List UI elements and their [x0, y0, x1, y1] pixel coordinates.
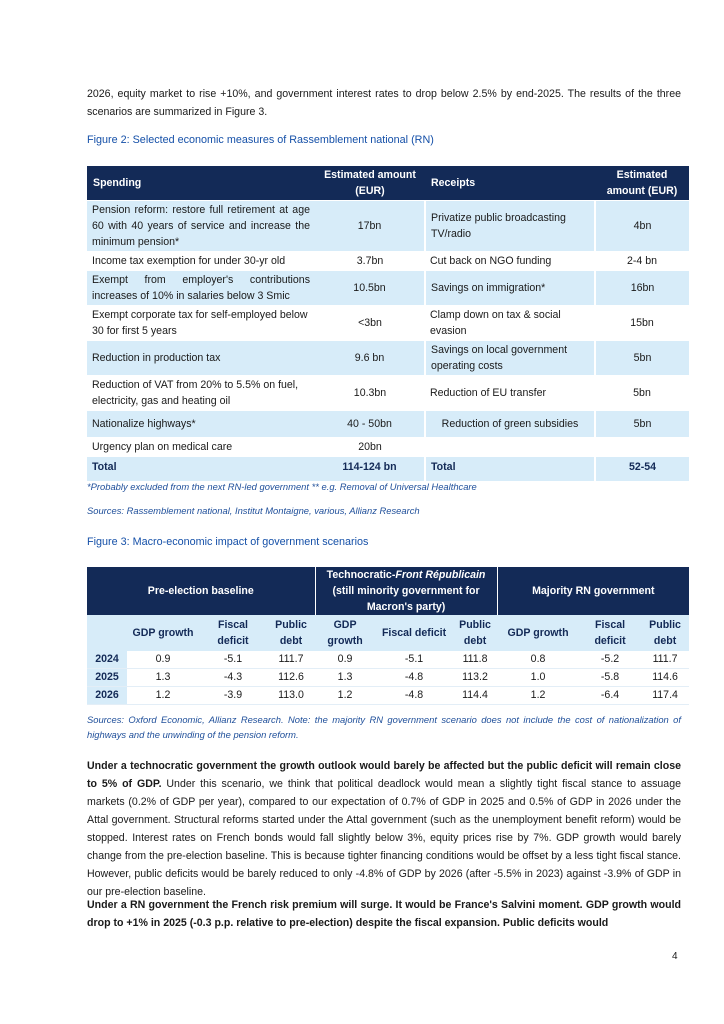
- value-cell: 1.0: [497, 669, 579, 687]
- figure3-subheader-row: [87, 615, 689, 651]
- table-row: [87, 669, 689, 687]
- amount-cell: 20bn: [315, 438, 425, 457]
- total-amount: 114-124 bn: [315, 457, 425, 482]
- value-cell: 117.4: [641, 687, 689, 705]
- year-cell: 2025: [87, 669, 127, 687]
- subheader: Fiscal deficit: [199, 615, 267, 651]
- figure3-table: [87, 567, 689, 705]
- value-cell: -3.9: [199, 687, 267, 705]
- receipt-cell: Clamp down on tax & social evasion: [425, 306, 595, 341]
- year-header: [87, 615, 127, 651]
- value-cell: 111.7: [267, 651, 315, 669]
- amount-cell: <3bn: [315, 306, 425, 341]
- amount-cell: 3.7bn: [315, 252, 425, 271]
- value-cell: 1.3: [315, 669, 375, 687]
- value-cell: 1.2: [127, 687, 199, 705]
- table-row: [87, 341, 689, 376]
- value-cell: 1.3: [127, 669, 199, 687]
- value-cell: -5.2: [579, 651, 641, 669]
- amount-cell: 10.5bn: [315, 271, 425, 306]
- receipt-amount-cell: 5bn: [595, 411, 689, 438]
- year-cell: 2026: [87, 687, 127, 705]
- amount-cell: 10.3bn: [315, 376, 425, 411]
- value-cell: 113.0: [267, 687, 315, 705]
- group-technocratic-prefix: Technocratic-: [326, 569, 396, 581]
- header-amount-receipts: Estimated amount (EUR): [595, 166, 689, 201]
- value-cell: 0.9: [315, 651, 375, 669]
- spending-cell: Urgency plan on medical care: [87, 438, 315, 457]
- receipt-cell: Savings on immigration*: [425, 271, 595, 306]
- value-cell: -5.1: [375, 651, 453, 669]
- paragraph-technocratic-lead: Under a technocratic government the growth outlook would barely be affected but the public deficit will remain close to 5% of GDP.: [87, 760, 681, 790]
- subheader: Fiscal deficit: [579, 615, 641, 651]
- spending-cell: Pension reform: restore full retirement at age 60 with 40 years of service and increase the minimum pension*: [87, 201, 315, 252]
- subheader: GDP growth: [315, 615, 375, 651]
- amount-cell: 9.6 bn: [315, 341, 425, 376]
- table-row: [87, 376, 689, 411]
- receipt-cell: Reduction of EU transfer: [425, 376, 595, 411]
- value-cell: 111.8: [453, 651, 497, 669]
- intro-paragraph: 2026, equity market to rise +10%, and government interest rates to drop below 2.5% by end-2025. The results of the three scenarios are summarized in Figure 3.: [87, 88, 681, 118]
- spending-cell: Nationalize highways*: [87, 411, 315, 438]
- table-row: [87, 438, 689, 457]
- table-row: [87, 252, 689, 271]
- value-cell: 113.2: [453, 669, 497, 687]
- receipt-cell: Savings on local government operating costs: [425, 341, 595, 376]
- value-cell: 0.8: [497, 651, 579, 669]
- group-technocratic-suffix: (still minority government for Macron's party): [332, 585, 480, 613]
- receipt-amount-cell: 16bn: [595, 271, 689, 306]
- value-cell: 1.2: [315, 687, 375, 705]
- group-technocratic: [315, 567, 497, 615]
- table-row: [87, 411, 689, 438]
- paragraph-rn-lead: Under a RN government the French risk premium will surge. It would be France's Salvini moment. GDP growth would drop to +1% in 2025 (-0.3 p.p. relative to pre-election) despite the fiscal expansion. Public deficits would: [87, 899, 681, 929]
- table-row: [87, 651, 689, 669]
- value-cell: -4.8: [375, 687, 453, 705]
- receipt-amount-cell: 15bn: [595, 306, 689, 341]
- table-row: [87, 201, 689, 252]
- spending-cell: Reduction of VAT from 20% to 5.5% on fuel, electricity, gas and heating oil: [87, 376, 315, 411]
- paragraph-rn: [87, 896, 681, 932]
- value-cell: -4.3: [199, 669, 267, 687]
- receipt-cell: Privatize public broadcasting TV/radio: [425, 201, 595, 252]
- table-row: [87, 687, 689, 705]
- figure2-table: [87, 166, 689, 481]
- header-spending: Spending: [87, 166, 315, 201]
- value-cell: 114.6: [641, 669, 689, 687]
- figure2-sources: Sources: Rassemblement national, Institut Montaigne, various, Allianz Research: [87, 505, 420, 516]
- value-cell: -4.8: [375, 669, 453, 687]
- subheader: Public debt: [641, 615, 689, 651]
- figure2-footnote: *Probably excluded from the next RN-led government ** e.g. Removal of Universal Healthcare: [87, 481, 477, 492]
- amount-cell: 17bn: [315, 201, 425, 252]
- figure2-title: Figure 2: Selected economic measures of Rassemblement national (RN): [87, 134, 434, 146]
- year-cell: 2024: [87, 651, 127, 669]
- group-technocratic-italic: Front Républicain: [395, 569, 486, 581]
- total-receipt-amount: 52-54: [595, 457, 689, 482]
- receipt-amount-cell: 4bn: [595, 201, 689, 252]
- figure3-group-row: [87, 567, 689, 615]
- receipt-cell: [425, 438, 595, 457]
- spending-cell: Reduction in production tax: [87, 341, 315, 376]
- subheader: Fiscal deficit: [375, 615, 453, 651]
- paragraph-technocratic: [87, 757, 681, 901]
- page-number: 4: [672, 951, 678, 962]
- header-receipts: Receipts: [425, 166, 595, 201]
- spending-cell: Exempt from employer's contributions increases of 10% in salaries below 3 Smic: [87, 271, 315, 306]
- figure3-sources: Sources: Oxford Economic, Allianz Research. Note: the majority RN government scenario does not include the cost of nationalization of highways and the unwinding of the pension reform.: [87, 714, 681, 740]
- figure3-title: Figure 3: Macro-economic impact of government scenarios: [87, 536, 369, 548]
- receipt-amount-cell: [595, 438, 689, 457]
- subheader: GDP growth: [497, 615, 579, 651]
- value-cell: -5.8: [579, 669, 641, 687]
- total-receipt-label: Total: [425, 457, 595, 482]
- subheader: Public debt: [453, 615, 497, 651]
- value-cell: -5.1: [199, 651, 267, 669]
- value-cell: 114.4: [453, 687, 497, 705]
- figure2-header-row: [87, 166, 689, 201]
- paragraph-technocratic-body: Under this scenario, we think that political deadlock would mean a slightly tight fiscal stance to assuage markets (0.2% of GDP per year), compared to our expectation of 0.7% of GDP in 2025 and 0.5% of GDP in 2026 under the Attal government. Structural reforms started under the Attal government (such as the unemployment benefit reform) would be stopped. Interest rates on French bonds would fall slightly below 3%, equity prices rise by 7%. GDP growth would barely change from the pre-election baseline. This is because tighter financing conditions would be offset by a less tight fiscal stance. However, public deficits would be barely reduced to only -4.8% of GDP by 2026 (after -5.5% in 2023) against -3.9% of GDP in our pre-election baseline.: [87, 778, 681, 898]
- receipt-cell: Cut back on NGO funding: [425, 252, 595, 271]
- spending-cell: Income tax exemption for under 30-yr old: [87, 252, 315, 271]
- total-label: Total: [87, 457, 315, 482]
- spending-cell: Exempt corporate tax for self-employed below 30 for first 5 years: [87, 306, 315, 341]
- table-row: [87, 306, 689, 341]
- value-cell: 0.9: [127, 651, 199, 669]
- subheader: Public debt: [267, 615, 315, 651]
- group-rn: Majority RN government: [497, 567, 689, 615]
- subheader: GDP growth: [127, 615, 199, 651]
- value-cell: 112.6: [267, 669, 315, 687]
- receipt-amount-cell: 5bn: [595, 341, 689, 376]
- value-cell: 1.2: [497, 687, 579, 705]
- receipt-cell: Reduction of green subsidies: [425, 411, 595, 438]
- total-row: [87, 457, 689, 482]
- value-cell: -6.4: [579, 687, 641, 705]
- header-amount-spending: Estimated amount (EUR): [315, 166, 425, 201]
- receipt-amount-cell: 2-4 bn: [595, 252, 689, 271]
- receipt-amount-cell: 5bn: [595, 376, 689, 411]
- amount-cell: 40 - 50bn: [315, 411, 425, 438]
- value-cell: 111.7: [641, 651, 689, 669]
- table-row: [87, 271, 689, 306]
- group-baseline: Pre-election baseline: [87, 567, 315, 615]
